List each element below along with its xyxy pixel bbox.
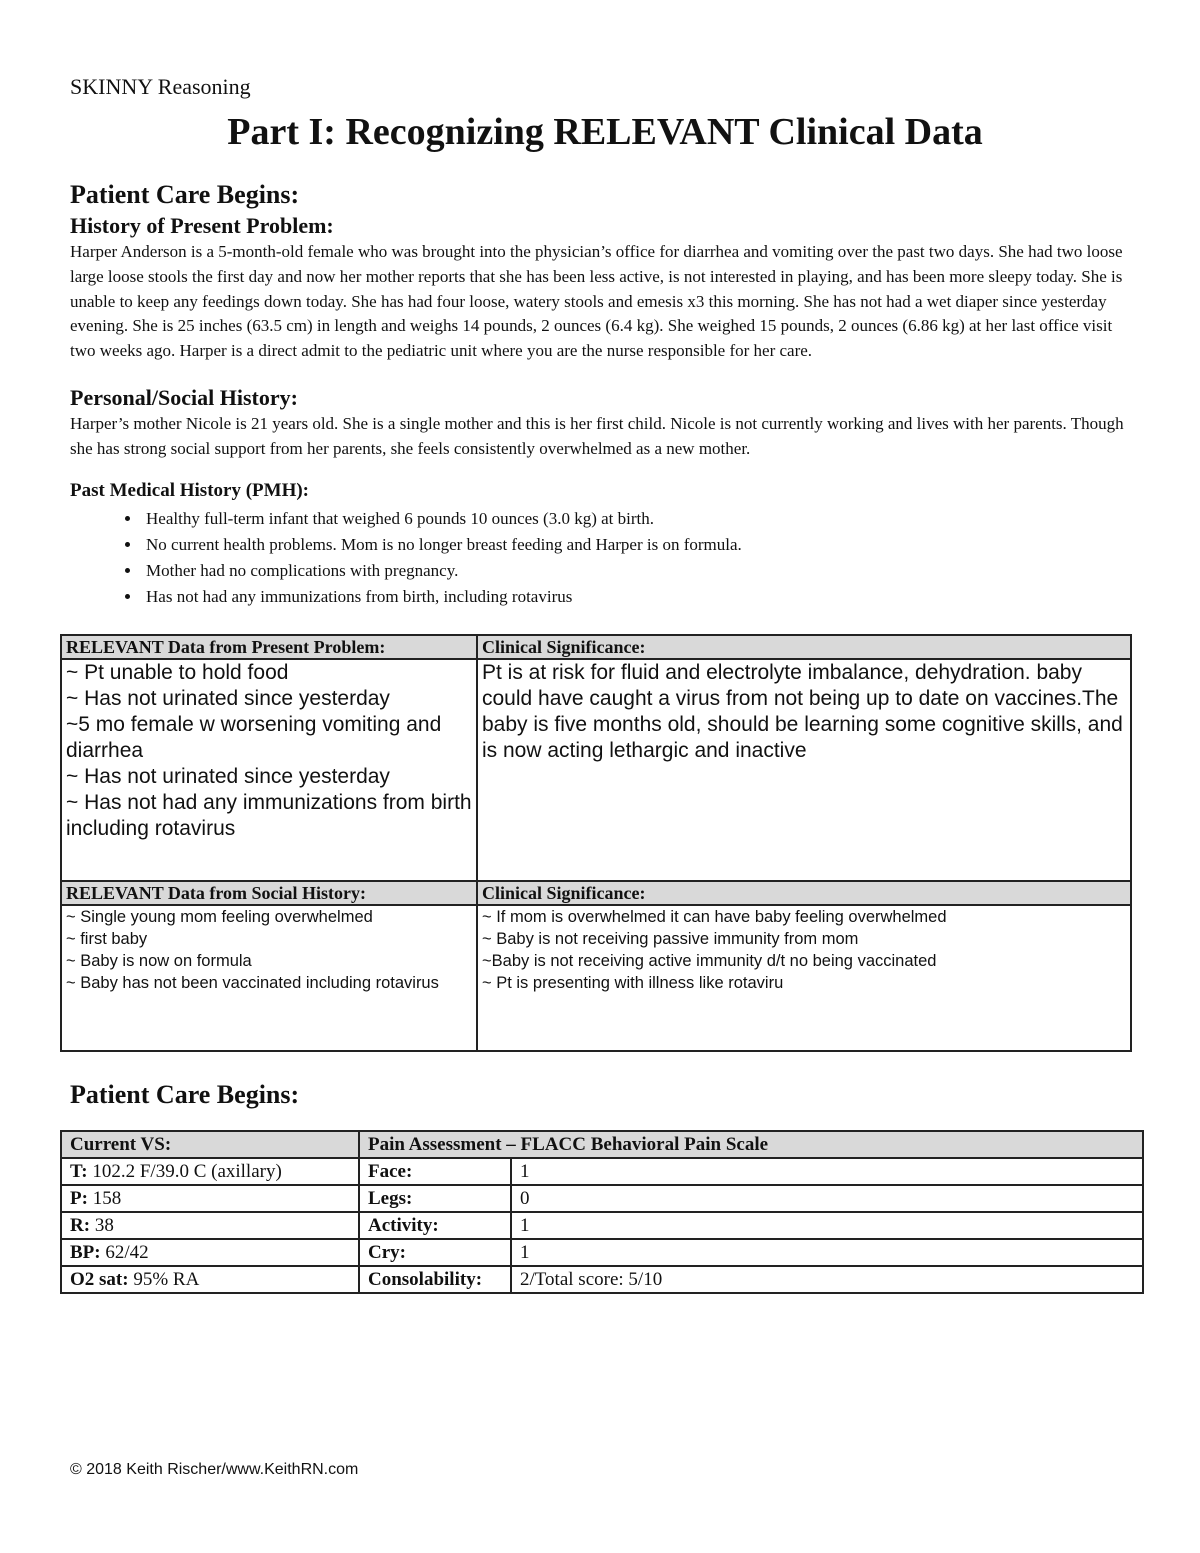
pain-value: 0 <box>511 1185 1143 1212</box>
table-row <box>61 1266 1143 1293</box>
pain-label: Face: <box>359 1158 511 1185</box>
copyright-footer: © 2018 Keith Rischer/www.KeithRN.com <box>70 1461 359 1478</box>
pain-value: 1 <box>511 1158 1143 1185</box>
list-item: • Mother had no complications with pregnancy. <box>142 558 1140 584</box>
vs-label: T: <box>70 1160 88 1182</box>
present-data-header: RELEVANT Data from Present Problem: <box>61 635 477 659</box>
vs-value: 62/42 <box>105 1241 149 1263</box>
hpp-heading: History of Present Problem: <box>70 213 334 238</box>
document-title: Part I: Recognizing RELEVANT Clinical Data <box>227 111 983 153</box>
present-significance-cell: Pt is at risk for fluid and electrolyte imbalance, dehydration. baby could have caught a virus from not being up to date on vaccines.The baby is five months old, should be learning some cognitive skills, and is now acting lethargic and inactive <box>477 659 1131 881</box>
vs-label: P: <box>70 1187 88 1209</box>
vs-label: BP: <box>70 1241 101 1263</box>
pain-label: Cry: <box>359 1239 511 1266</box>
table-row <box>61 1212 1143 1239</box>
pmh-list <box>70 506 1140 610</box>
pain-value: 1 <box>511 1239 1143 1266</box>
list-item: • Healthy full-term infant that weighed 6 pounds 10 ounces (3.0 kg) at birth. <box>142 506 1140 532</box>
patient-care-heading-2: Patient Care Begins: <box>70 1079 300 1109</box>
social-significance-cell <box>477 905 1131 1051</box>
social-data-line: ~ Single young mom feeling overwhelmed <box>66 907 373 926</box>
vs-value: 95% RA <box>133 1268 200 1290</box>
pain-value: 2/Total score: 5/10 <box>511 1266 1143 1293</box>
social-significance-line: ~ Baby is not receiving passive immunity from mom <box>482 929 859 948</box>
social-data-line: ~ Baby is now on formula <box>66 951 252 970</box>
vs-header: Current VS: <box>61 1131 359 1158</box>
social-data-line: ~ first baby <box>66 929 148 948</box>
vital-signs-table <box>60 1130 1144 1294</box>
relevant-data-table <box>60 634 1132 1052</box>
vs-value: 102.2 F/39.0 C (axillary) <box>92 1160 282 1182</box>
table-row <box>61 1158 1143 1185</box>
social-data-line: ~ Baby has not been vaccinated including rotavirus <box>66 973 439 992</box>
pain-label: Legs: <box>359 1185 511 1212</box>
list-item: • Has not had any immunizations from birth, including rotavirus <box>142 584 1140 610</box>
document-page <box>66 72 1140 1294</box>
present-data-line: ~5 mo female w worsening vomiting and diarrhea <box>66 712 442 762</box>
pmh-heading: Past Medical History (PMH): <box>70 479 310 501</box>
pain-label: Consolability: <box>359 1266 511 1293</box>
social-history-text: Harper’s mother Nicole is 21 years old. She is a single mother and this is her first child. Nicole is not currently working and lives with her parents. Though she has strong social support from her parents, she feels consistently overwhelmed as a new mother. <box>70 413 1124 458</box>
present-data-line: ~ Has not urinated since yesterday <box>66 764 390 788</box>
vs-label: R: <box>70 1214 91 1236</box>
present-data-line: ~ Pt unable to hold food <box>66 660 289 684</box>
vs-label: O2 sat: <box>70 1268 129 1290</box>
patient-care-heading: Patient Care Begins: <box>70 180 300 209</box>
social-significance-header: Clinical Significance: <box>477 881 1131 905</box>
vs-value: 38 <box>94 1214 114 1236</box>
social-data-header: RELEVANT Data from Social History: <box>61 881 477 905</box>
present-data-line: ~ Has not urinated since yesterday <box>66 686 390 710</box>
vs-value: 158 <box>92 1187 122 1209</box>
pain-label: Activity: <box>359 1212 511 1239</box>
present-data-cell <box>61 659 477 881</box>
social-data-cell <box>61 905 477 1051</box>
social-significance-line: ~ If mom is overwhelmed it can have baby feeling overwhelmed <box>482 907 947 926</box>
pain-value: 1 <box>511 1212 1143 1239</box>
list-item: • No current health problems. Mom is no longer breast feeding and Harper is on formula. <box>142 532 1140 558</box>
present-significance-header: Clinical Significance: <box>477 635 1131 659</box>
social-significance-line: ~ Pt is presenting with illness like rotaviru <box>482 973 784 992</box>
social-significance-line: ~Baby is not receiving active immunity d/t no being vaccinated <box>482 951 937 970</box>
table-row <box>61 1185 1143 1212</box>
pain-header: Pain Assessment – FLACC Behavioral Pain Scale <box>359 1131 1143 1158</box>
table-row <box>61 1239 1143 1266</box>
present-data-line: ~ Has not had any immunizations from birth including rotavirus <box>66 790 472 840</box>
document-subtitle: SKINNY Reasoning <box>70 74 251 99</box>
hpp-text: Harper Anderson is a 5-month-old female who was brought into the physician’s office for diarrhea and vomiting over the past two days. She had two loose large loose stools the first day and now her mother reports that she has been less active, is not interested in playing, and has been more sleepy today. She is unable to keep any feedings down today. She has had four loose, watery stools and emesis x3 this morning. She has not had a wet diaper since yesterday evening. She is 25 inches (63.5 cm) in length and weighs 14 pounds, 2 ounces (6.4 kg). She weighed 15 pounds, 2 ounces (6.86 kg) at her last office visit two weeks ago. Harper is a direct admit to the pediatric unit where you are the nurse responsible for her care. <box>70 242 1123 361</box>
social-history-heading: Personal/Social History: <box>70 384 298 410</box>
